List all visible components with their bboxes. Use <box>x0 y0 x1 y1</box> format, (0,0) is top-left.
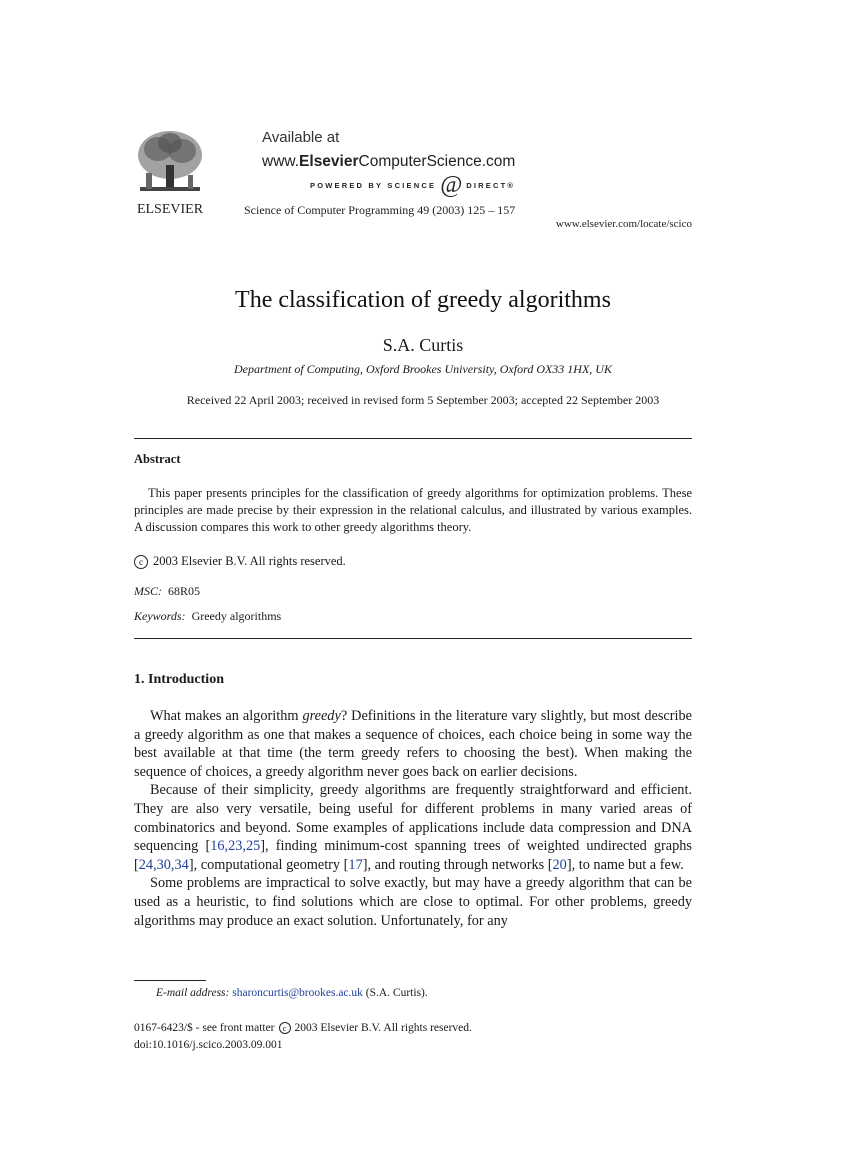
abstract-heading: Abstract <box>134 452 181 466</box>
author-affiliation: Department of Computing, Oxford Brookes University, Oxford OX33 1HX, UK <box>234 362 612 376</box>
footnote-divider <box>134 980 206 981</box>
author-email-link[interactable]: sharoncurtis@brookes.ac.uk <box>232 987 363 999</box>
intro-paragraph-3: Some problems are impractical to solve exactly, but may have a greedy algorithm that can be used as a heuristic, to find solutions which are close to optimal. For other problems, greedy algorithms may produce an exact solution. Unfortunately, for any <box>134 875 692 929</box>
journal-citation: Science of Computer Programming 49 (2003) 125 – 157 <box>244 203 516 217</box>
citation-link[interactable]: 20 <box>552 856 567 873</box>
paper-title: The classification of greedy algorithms <box>235 287 611 313</box>
journal-url[interactable]: www.elsevier.com/locate/scico <box>555 218 692 230</box>
section-heading-introduction: 1. Introduction <box>134 672 224 687</box>
received-dates: Received 22 April 2003; received in revised form 5 September 2003; accepted 22 September 2003 <box>186 393 660 407</box>
citation-link[interactable]: 24,30,34 <box>138 856 189 873</box>
citation-link[interactable]: 16,23,25 <box>210 838 261 855</box>
intro-paragraph-2: Because of their simplicity, greedy algorithms are frequently straightforward and efficient. They are also very versatile, being useful for different problems in many varied areas of combinatorics and beyond. Some examples of applications include data compression and DNA sequencing [16,23,25], finding minimum-cost spanning trees of weighted undirected graphs [24,30,34], computational geometry [17], and routing through networks [20], to name but a few. <box>134 782 692 873</box>
divider-top <box>134 438 692 439</box>
sciencedirect-at-icon: @ <box>440 172 463 198</box>
available-at-label: Available at <box>262 129 340 146</box>
doi-link[interactable]: doi:10.1016/j.scico.2003.09.001 <box>134 1039 283 1051</box>
author-name: S.A. Curtis <box>382 335 464 355</box>
elsevier-logo <box>130 125 210 220</box>
abstract-copyright: c 2003 Elsevier B.V. All rights reserved. <box>134 554 346 569</box>
copyright-icon: c <box>134 555 148 569</box>
footnote-email: E-mail address: sharoncurtis@brookes.ac.uk (S.A. Curtis). <box>156 987 428 999</box>
msc-classification: MSC: 68R05 <box>134 584 201 598</box>
keywords: Keywords: Greedy algorithms <box>134 609 282 623</box>
issn-line: 0167-6423/$ - see front matter c 2003 Elsevier B.V. All rights reserved. <box>134 1022 472 1034</box>
copyright-icon: c <box>279 1022 291 1034</box>
introduction-body <box>134 707 692 930</box>
elsevier-tree-icon <box>130 125 210 220</box>
abstract-text: This paper presents principles for the classification of greedy algorithms for optimization problems. These principles are made precise by their expression in the relational calculus, and illustrated by various examples. A discussion compares this work to other greedy algorithms theory. <box>134 486 692 535</box>
elsevier-site-link[interactable]: www.ElsevierComputerScience.com <box>262 153 516 170</box>
citation-link[interactable]: 17 <box>348 856 363 873</box>
intro-paragraph-1: What makes an algorithm greedy? Definitions in the literature vary slightly, but most describe a greedy algorithm as one that makes a sequence of choices, each choice being in some way the best available at that time (the term greedy refers to choosing the best). When making the sequence of choices, a greedy algorithm never goes back on earlier decisions. <box>134 708 692 780</box>
svg-text:ELSEVIER: ELSEVIER <box>136 202 204 217</box>
powered-by-sciencedirect: POWERED BY SCIENCE @ DIRECT® <box>310 172 516 198</box>
divider-bottom <box>134 638 692 639</box>
